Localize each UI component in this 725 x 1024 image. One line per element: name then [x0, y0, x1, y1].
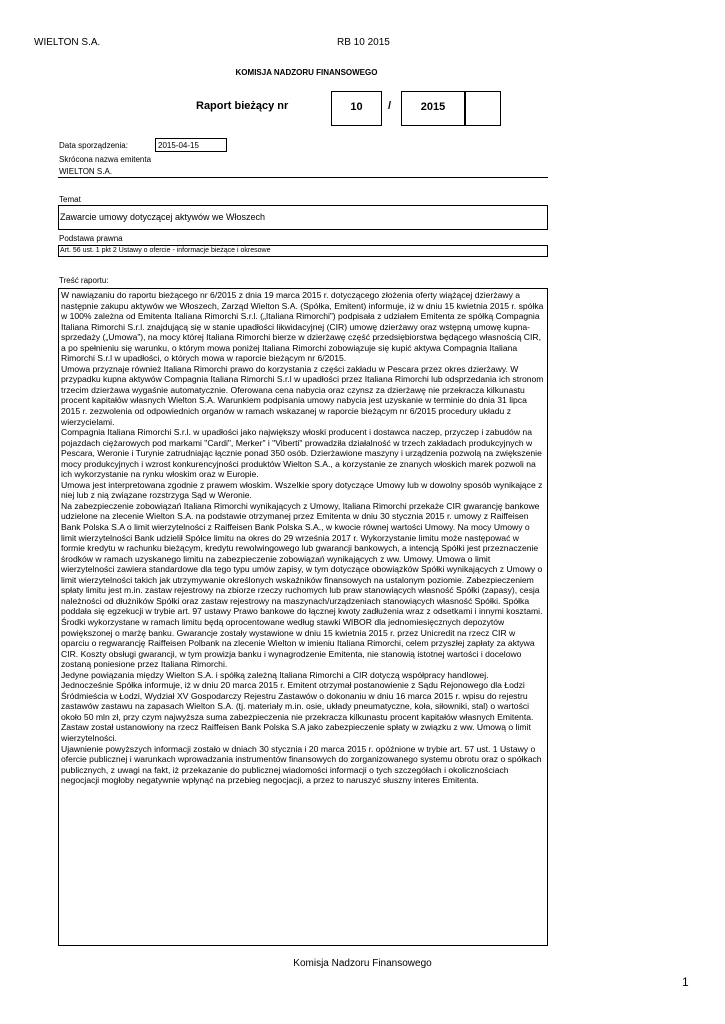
content-paragraph: Jedyne powiązania między Wielton S.A. i spółką zależną Italiana Rimorchi a CIR dotyczą współpracy handlowej.	[61, 669, 489, 680]
content-paragraph: Umowa przyznaje również Italiana Rimorchi prawo do korzystania z części zakładu w Pescara przez okres dzierżawy. W przypadku kupna aktywów Compagnia Italiana Rimorchi S.r.l w upadłości przez Italiana Rimorchi lub odsprzedania ich stronom trzecim dzierżawa wygaśnie automatycznie. Oferowana cena nabycia oraz czynsz za dzierżawę nie przekracza kilkunastu procent kapitałów własnych Wielton S.A. Warunkiem podpisania umowy nabycia jest uzyskanie w terminie do dnia 31 lipca 2015 r. zezwolenia od odpowiednich organów w ramach wskazanej w raporcie bieżącym nr 6/2015 procedury układu z wierzycielami.	[61, 363, 544, 427]
basis-field	[58, 245, 548, 257]
content-paragraph: W nawiązaniu do raportu bieżącego nr 6/2015 z dnia 19 marca 2015 r. dotyczącego złożenia oferty wiążącej dzierżawy a następnie zakupu aktywów we Włoszech, Zarząd Wielton S.A. (Spółka, Emitent) informuje, iż w dniu 15 kwietnia 2015 r. spółka w 100% zależna od Emitenta Italiana Rimorchi S.r.l. („Italiana Rimorchi”) podpisała z udziałem Emitenta ze spółką Compagnia Italiana Rimorchi S.r.l. znajdującą się w stanie upadłości likwidacyjnej (CIR) umowę dzierżawy oraz wstępną umowę kupna-sprzedaży („Umowa”), na mocy której Italiana Rimorchi bierze w dzierżawę część przedsiębiorstwa będącego własnością CIR, a po spełnieniu się warunku, o którym mowa poniżej Italiana Rimorchi zobowiązuje się kupić aktywa Compagnia Italiana Rimorchi S.r.l w upadłości, o których mowa w raporcie bieżącym nr 6/2015.	[61, 290, 544, 364]
date-value: 2015-04-15	[158, 141, 199, 150]
header-company: WIELTON S.A.	[34, 37, 101, 48]
basis-value: Art. 56 ust. 1 pkt 2 Ustawy o ofercie - informacje bieżące i okresowe	[60, 247, 271, 254]
content-label: Treść raportu:	[59, 276, 109, 285]
content-paragraph: Umowa jest interpretowana zgodnie z prawem włoskim. Wszelkie spory dotyczące Umowy lub w dowolny sposób wynikające z niej lub z nią związane rozstrzyga Sąd w Weronie.	[61, 479, 543, 501]
subject-field	[58, 205, 548, 230]
report-extra-box	[465, 91, 501, 126]
report-year-box	[401, 91, 465, 126]
issuer-label: Skrócona nazwa emitenta	[59, 155, 152, 164]
report-title: Raport bieżący nr	[196, 100, 289, 112]
footer-authority: Komisja Nadzoru Finansowego	[293, 958, 432, 969]
content-paragraph: Compagnia Italiana Rimorchi S.r.l. w upadłości jako największy włoski producent i dostawca naczep, przyczep i zabudów na pojazdach ciężarowych pod markami "Cardi", Merker" i "Viberti" prowadziła działalność w trzech zakładach produkcyjnych w Pescara, Weronie i Turynie zatrudniając łącznie ponad 350 osób. Dzierżawione maszyny i urządzenia pozwolą na zwiększenie mocy produkcyjnych i wzrost konkurencyjności produktów Wielton S.A., a korzystanie ze znanych włoskich marek pozwoli na ich wykorzystanie na rynku włoskim oraz w Europie.	[61, 427, 542, 480]
content-paragraph: Jednocześnie Spółka informuje, iż w dniu 20 marca 2015 r. Emitent otrzymał postanowienie z Sądu Rejonowego dla Łodzi Śródmieścia w Łodzi, Wydział XV Gospodarczy Rejestru Zastawów o dokonaniu w dniu 16 marca 2015 r. wpisu do rejestru zastawów zastawu na zapasach Wielton S.A. (tj. materiały m.in. osie, układy pneumatyczne, koła, siłowniki, stal) o wartości około 50 mln zł, przy czym najwyższa suma zabezpieczenia nie przekracza kilkunastu procent kapitałów własnych Emitenta. Zastaw został ustanowiony na rzecz Raiffeisen Bank Polska S.A jako zabezpieczenie spłaty w związku z ww. Umową o limit wierzytelności.	[61, 680, 534, 743]
page-number: 1	[682, 975, 689, 989]
report-year: 2015	[420, 101, 446, 113]
subject-value: Zawarcie umowy dotyczącej aktywów we Włoszech	[60, 212, 266, 222]
content-paragraph: Ujawnienie powyższych informacji zostało w dniach 30 stycznia i 20 marca 2015 r. opóźnione w trybie art. 57 ust. 1 Ustawy o ofercie publicznej i warunkach wprowadzania instrumentów finansowych do zorganizowanego systemu obrotu oraz o spółkach publicznych, z uwagi na fakt, iż przekazanie do publicznej wiadomości informacji o tych szczegółach i okolicznościach negocjacji mogłoby negatywnie wpłynąć na przebieg negocjacji, a przez to naruszyć słuszny interes Emitenta.	[61, 743, 542, 786]
basis-label: Podstawa prawna	[59, 234, 123, 243]
report-number: 10	[350, 101, 363, 113]
header-report-code: RB 10 2015	[337, 37, 390, 48]
content-paragraph: Na zabezpieczenie zobowiązań Italiana Rimorchi wynikających z Umowy, Italiana Rimorchi przekaże CIR gwarancję bankowe udzielone na zlecenie Wielton S.A. na podstawie otrzymanej przez Emitenta w dniu 30 stycznia 2015 r. umowy z Raiffeisen Bank Polska S.A o limit wierzytelności z Raiffeisen Bank Polska S.A., w kwocie równej wartości Umowy. Na mocy Umowy o limit wierzytelności Bank udzielił Spółce limitu na okres do 29 września 2017 r. Wykorzystanie limitu może następować w formie kredytu w rachunku bieżącym, kredytu rewolwingowego lub gwarancji bankowych, a intencją Spółki jest przeznaczenie środków w ramach uzyskanego limitu na zabezpieczenie zobowiązań wynikających z ww. Umowy. Umowa o limit wierzytelności zawiera standardowe dla tego typu umów zapisy, w tym dotyczące obowiązków Spółki wynikających z Umowy o limit wierzytelności takich jak utrzymywanie określonych wskaźników finansowych na ustalonym poziomie. Zabezpieczeniem spłaty limitu jest m.in. zastaw rejestrowy na zbiorze rzeczy ruchomych lub praw stanowiących własność Spółki (zapasy), cesja należności od dłużników Spółki oraz zastaw rejestrowy na maszynach/urządzeniach stanowiących własność Spółki. Spółka poddała się egzekucji w trybie art. 97 ustawy Prawo bankowe do łącznej kwoty zadłużenia wraz z odsetkami i innymi kosztami. Środki wykorzystane w ramach limitu będą oprocentowane według stawki WIBOR dla jednomiesięcznych depozytów powiększonej o marżę banku. Gwarancje zostały wystawione w dniu 15 kwietnia 2015 r. przez Unicredit na rzecz CIR w oparciu o regwarancję Raiffeisen Polbank na zlecenie Wielton w imieniu Italiana Rimorchi, celem przyszłej zapłaty za aktywa CIR. Koszty obsługi gwarancji, w tym prowizja banku i wynagrodzenie Emitenta, nie stanowią istotnej wartości i docelowo zostaną poniesione przez Italiana Rimorchi.	[61, 500, 543, 670]
date-field	[155, 138, 227, 152]
issuer-underline	[58, 177, 548, 178]
report-content	[58, 288, 548, 946]
date-label: Data sporządzenia:	[59, 141, 128, 150]
header-authority: KOMISJA NADZORU FINANSOWEGO	[235, 68, 378, 77]
report-number-box	[331, 91, 382, 126]
issuer-value: WIELTON S.A.	[59, 167, 113, 176]
report-separator: /	[388, 100, 392, 112]
subject-label: Temat	[59, 195, 81, 204]
